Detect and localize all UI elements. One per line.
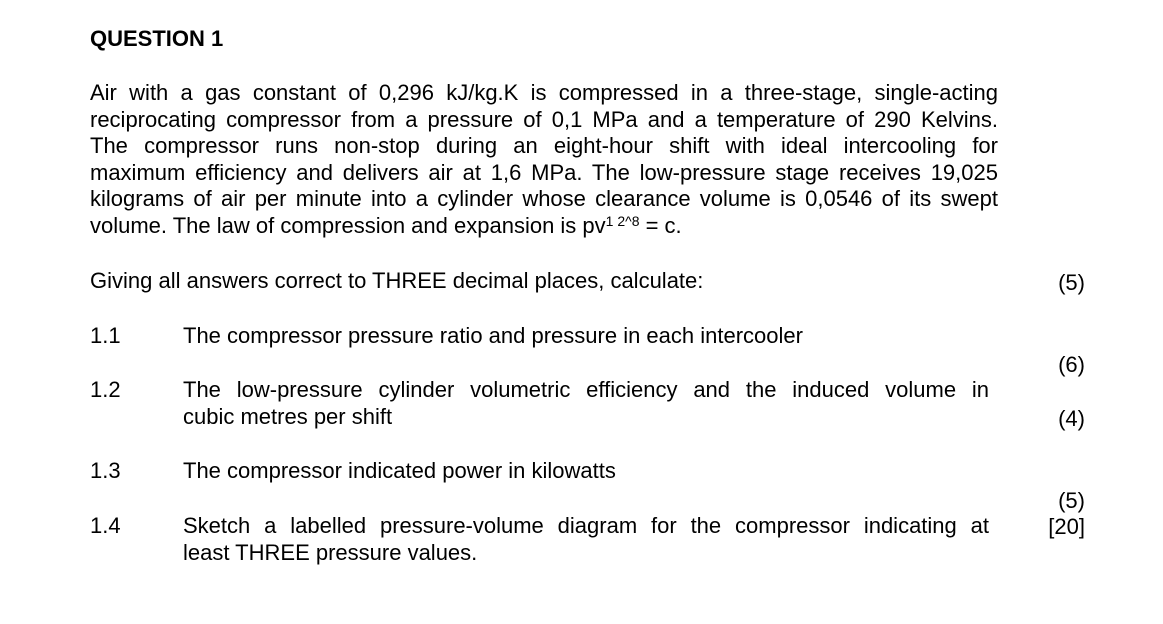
question-heading: QUESTION 1 — [90, 26, 224, 51]
intro-line: maximum efficiency and delivers air at 1,6 MPa. The low-pressure stage receives 19,025 — [90, 159, 998, 185]
mark-value: (5) — [1058, 488, 1085, 513]
instruction-text: Giving all answers correct to THREE decimal places, calculate: — [90, 268, 704, 293]
part-line: The compressor indicated power in kilowatts — [183, 458, 616, 483]
part-line: The low-pressure cylinder volumetric efficiency and the induced volume in — [183, 377, 989, 402]
part-text — [183, 323, 803, 350]
mark-value: (6) — [1058, 352, 1085, 377]
part-line: The compressor pressure ratio and pressure in each intercooler — [183, 323, 803, 348]
part-text — [183, 377, 989, 430]
part-line: cubic metres per shift — [183, 403, 393, 429]
part-line: least THREE pressure values. — [183, 539, 478, 565]
part-number: 1.3 — [90, 458, 121, 483]
part-number: 1.1 — [90, 323, 121, 348]
part-number: 1.2 — [90, 377, 121, 402]
part-text — [183, 513, 989, 566]
polytropic-exponent: 1 2^8 — [605, 212, 640, 229]
intro-line: reciprocating compressor from a pressure of 0,1 MPa and a temperature of 290 Kelvins. — [90, 106, 998, 132]
part-line: Sketch a labelled pressure-volume diagram for the compressor indicating at — [183, 513, 989, 538]
compression-law-line — [90, 213, 998, 240]
law-equals: = c. — [639, 212, 682, 238]
question-intro — [90, 80, 998, 239]
mark-value: (4) — [1058, 406, 1085, 431]
part-text — [183, 458, 616, 485]
mark-value: (5) — [1058, 270, 1085, 295]
intro-line: kilograms of air per minute into a cylinder whose clearance volume is 0,0546 of its swept — [90, 186, 998, 211]
intro-line: Air with a gas constant of 0,296 kJ/kg.K is compressed in a three-stage, single-acting — [90, 80, 998, 105]
intro-line: The compressor runs non-stop during an eight-hour shift with ideal intercooling for — [90, 133, 998, 158]
law-text: volume. The law of compression and expansion is pv — [90, 212, 606, 238]
part-number: 1.4 — [90, 513, 121, 538]
total-marks: [20] — [1048, 514, 1085, 539]
